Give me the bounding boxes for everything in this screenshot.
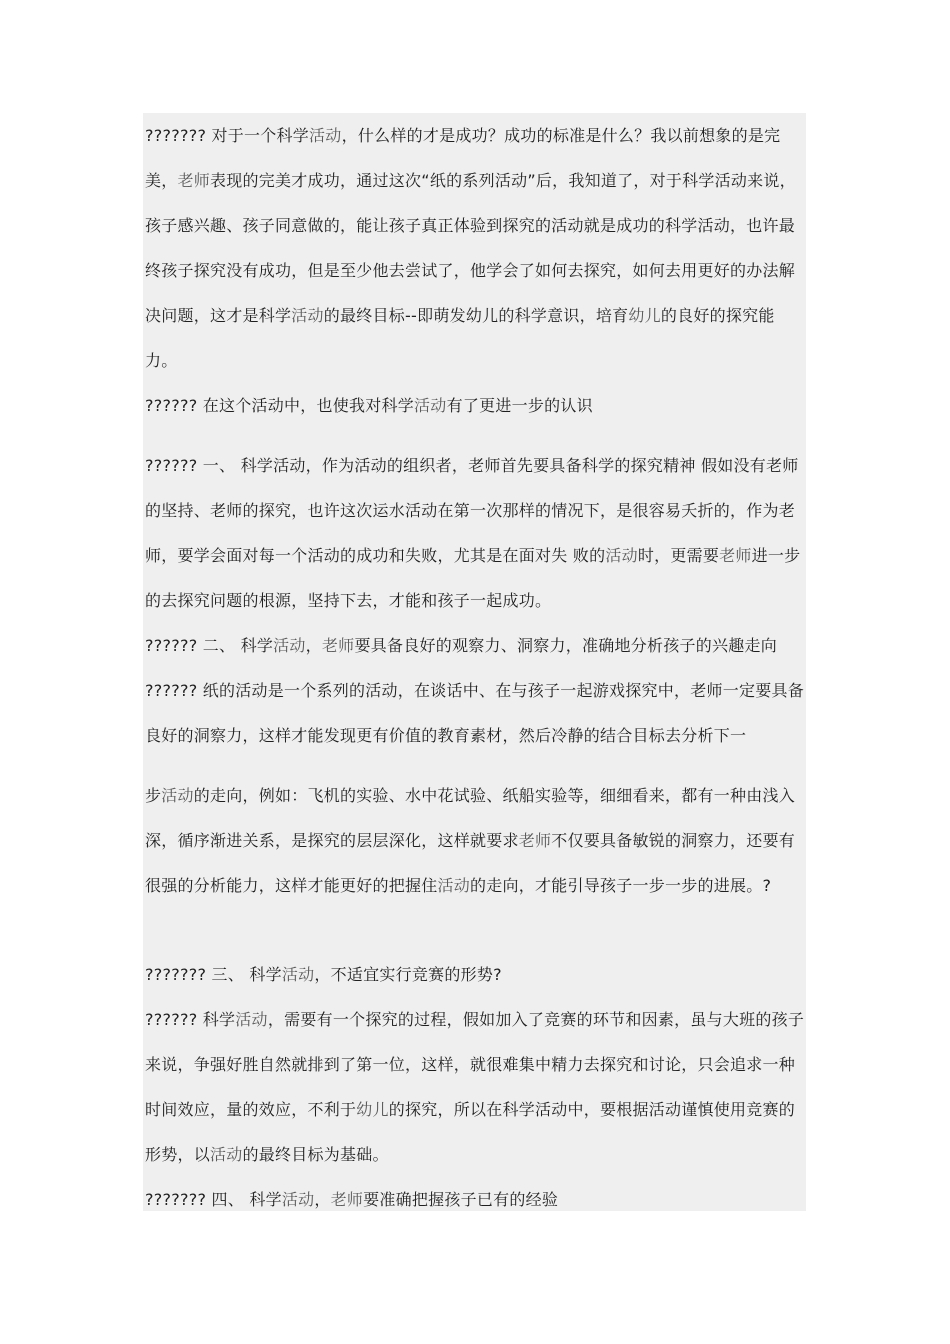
text-run: ?????? 一、 科学活动，作为活动的组织者，老师首先要具备科学的探究精神 假如没有老师的坚持、老师的探究，也许这次运水活动在第一次那样的情况下，是很容易夭折的，作为老师，要学会面对每一个活动的成功和失败，尤其是在面对失 败的 [145,456,799,565]
text-run: 幼儿 [356,1100,389,1119]
paragraph-3 [145,443,806,623]
text-run: 活动 [235,1010,268,1029]
text-run: 老师 [321,636,355,655]
text-run: ，什么样的才是成功？成功的标准是什么？我以前想象的是完美， [145,126,781,190]
text-run: 活动 [309,126,342,145]
text-run: 活动 [281,1190,315,1209]
text-run: 要准确把握孩子已有的经验 [363,1190,559,1209]
text-run: ?????? 二、 科学 [145,636,274,655]
text-run: 活动 [291,306,324,325]
text-run: 活动 [605,546,638,565]
paragraph-8 [145,997,806,1177]
text-run: ??????? 对于一个科学 [145,126,310,145]
text-run: 活动 [210,1145,243,1164]
text-run: 的最终目标--即萌发幼儿的科学意识，培育 [323,306,629,325]
paragraph-4 [145,623,806,668]
paragraph-9 [145,1177,806,1211]
text-run: ，需要有一个探究的过程，假如加入了竞赛的环节和因素，虽与大班的孩子来说，争强好胜自然就排到了第一位，这样，就很难集中精力去探究和讨论，只会追求一种时间效应，量的效应，不利于 [145,1010,805,1119]
text-run: 步 [145,786,162,805]
text-run: ， [305,636,322,655]
document-body [143,113,806,1211]
text-run: 活动 [281,965,315,984]
text-run: 活动 [437,876,471,895]
text-run: 的最终目标为基础。 [242,1145,389,1164]
paragraph-5 [145,668,806,758]
text-run: 幼儿 [628,306,661,325]
text-run: 要具备良好的观察力、洞察力，准确地分析孩子的兴趣走向 [354,636,777,655]
text-run: 老师 [177,171,211,190]
text-run: ，不适宜实行竞赛的形势? [314,965,502,984]
text-run: ?????? 在这个活动中，也使我对科学 [145,396,415,415]
text-run: ?????? 科学 [145,1010,236,1029]
text-run: 的走向，才能引导孩子一步一步的进展。? [470,876,772,895]
text-run: 活动 [273,636,306,655]
paragraph-2 [145,383,806,428]
text-run: ??????? 三、 科学 [145,965,282,984]
paragraph-6 [145,773,806,908]
paragraph-1 [145,113,806,383]
text-run: 的良好的探究能力。 [145,306,775,370]
text-run: 时，更需要 [637,546,720,565]
text-run: 有了更进一步的认识 [446,396,593,415]
paragraph-7 [145,952,806,997]
text-run: ??????? 四、 科学 [145,1190,282,1209]
text-run: 的走向，例如：飞机的实验、水中花试验、纸船实验等，细细看来，都有一种由浅入深，循序渐进关系，是探究的层层深化，这样就要求 [145,786,796,850]
text-run: 老师 [330,1190,364,1209]
text-run: 老师 [719,546,752,565]
text-run: 老师 [518,831,552,850]
text-run: 活动 [414,396,447,415]
text-run: ， [314,1190,331,1209]
text-run: 进一步的去探究问题的根源，坚持下去，才能和孩子一起成功。 [145,546,801,610]
text-run: 不仅要具备敏锐的洞察力，还要有很强的分析能力，这样才能更好的把握住 [145,831,796,895]
text-run: ?????? 纸的活动是一个系列的活动，在谈话中、在与孩子一起游戏探究中，老师一定要具备良好的洞察力，这样才能发现更有价值的教育素材，然后冷静的结合目标去分析下一 [145,681,805,745]
text-run: 表现的完美才成功，通过这次“纸的系列活动”后，我知道了，对于科学活动来说，孩子感兴趣、孩子同意做的，能让孩子真正体验到探究的活动就是成功的科学活动，也许最终孩子探究没有成功，但是至少他去尝试了，他学会了如何去探究，如何去用更好的办法解决问题，这才是科学 [145,171,796,325]
text-run: 活动 [161,786,194,805]
text-run: 的探究，所以在科学活动中，要根据活动谨慎使用竞赛的形势，以 [145,1100,796,1164]
